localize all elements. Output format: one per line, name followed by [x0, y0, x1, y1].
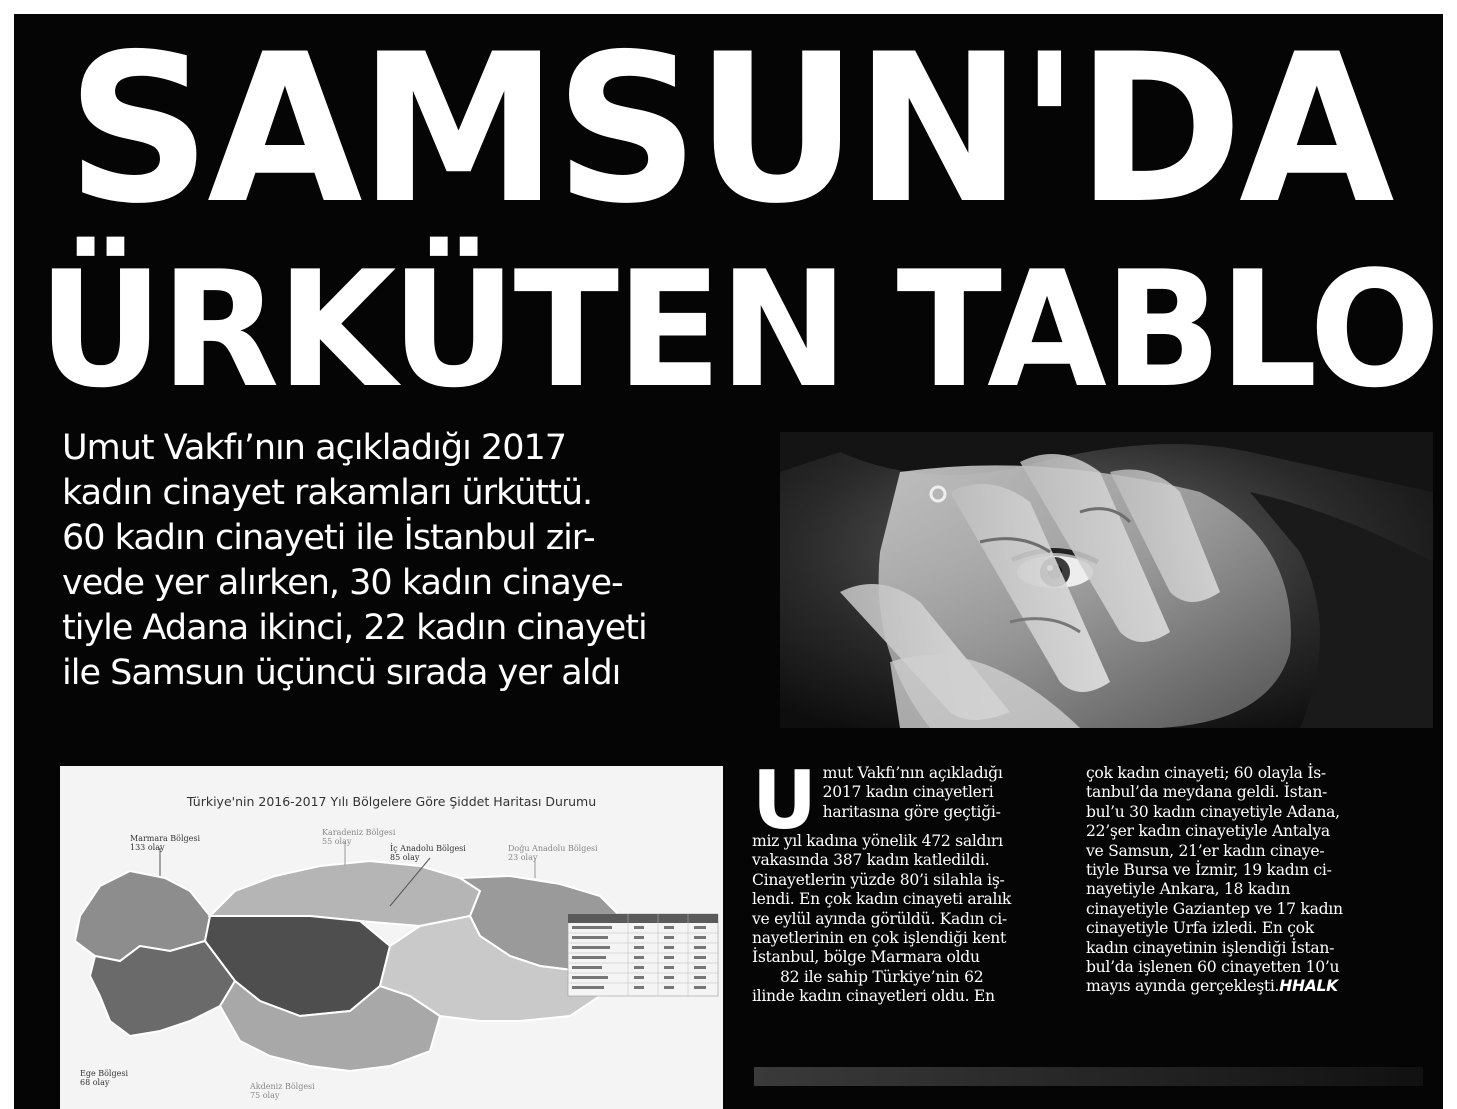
subtitle-line: 60 kadın cinayeti ile İstanbul zir-: [62, 518, 595, 558]
newspaper-page: [14, 14, 1443, 1109]
article-line: mut Vakfı’nın açıkladığı: [822, 764, 1003, 782]
region-label-dogu-anadolu: Doğu Anadolu Bölgesi 23 olay: [508, 844, 598, 862]
article-line: bul’u 30 kadın cinayetiyle Adana,: [1086, 802, 1340, 821]
article-line: ve Samsun, 21’er kadın cinaye-: [1086, 841, 1325, 860]
turkey-map-graphic: [60, 766, 723, 1109]
article-line: 22’şer kadın cinayetiyle Antalya: [1086, 822, 1330, 841]
article-line: 82 ile sahip Türkiye’nin 62: [780, 967, 984, 986]
drop-cap: U: [752, 754, 817, 847]
article-line: nayetiyle Ankara, 18 kadın: [1086, 880, 1291, 899]
headline-line-2: ÜRKÜTEN TABLO: [37, 236, 1438, 423]
article-line: kadın cinayetinin işlendiği İstan-: [1086, 938, 1335, 957]
region-label-ic-anadolu: İç Anadolu Bölgesi 85 olay: [390, 844, 466, 862]
article-line: ve eylül ayında görüldü. Kadın ci-: [752, 909, 1007, 928]
region-label-marmara: Marmara Bölgesi 133 olay: [130, 834, 201, 852]
region-label-ege: Ege Bölgesi 68 olay: [80, 1069, 129, 1087]
region-label-akdeniz: Akdeniz Bölgesi 75 olay: [250, 1082, 315, 1100]
subtitle-line: ile Samsun üçüncü sırada yer aldı: [62, 653, 621, 693]
article-line: miz yıl kadına yönelik 472 saldırı: [752, 832, 1003, 850]
subtitle-line: kadın cinayet rakamları ürküttü.: [62, 473, 593, 513]
article-line: lendi. En çok kadın cinayeti aralık: [752, 890, 1012, 909]
map-title: Türkiye'nin 2016-2017 Yılı Bölgelere Göre Şiddet Haritası Durumu: [186, 794, 597, 809]
face-hand-photo: [780, 432, 1433, 728]
article-line: tiyle Bursa ve İzmir, 19 kadın ci-: [1086, 861, 1332, 880]
subtitle-line: tiyle Adana ikinci, 22 kadın cinayeti: [62, 608, 647, 648]
bottom-rule-bar: [754, 1067, 1423, 1086]
article-line: çok kadın cinayeti; 60 olayla İs-: [1086, 764, 1326, 782]
subtitle-line: Umut Vakfı’nın açıkladığı 2017: [62, 428, 567, 468]
article-last-line: mayıs ayında gerçekleşti.: [1086, 977, 1280, 996]
article-line: İstanbul, bölge Marmara oldu: [752, 948, 980, 967]
subtitle: [62, 426, 782, 696]
article-line: [1086, 977, 1404, 996]
news-photo: [780, 432, 1433, 728]
article-column-1: [752, 754, 1072, 1007]
article-line: haritasına göre geçtiği-: [822, 802, 1001, 821]
source-signature: HHALK: [1279, 977, 1338, 996]
article-line: cinayetiyle Urfa izledi. En çok: [1086, 919, 1314, 938]
article-line: 2017 kadın cinayetleri: [822, 783, 994, 802]
article-line: tanbul’da meydana geldi. İstan-: [1086, 783, 1328, 802]
turkey-violence-map: [60, 766, 723, 1109]
article-line: ilinde kadın cinayetleri oldu. En: [752, 987, 995, 1006]
article-line: Cinayetlerin yüzde 80’i silahla iş-: [752, 870, 1005, 889]
article-line: nayetlerinin en çok işlendiği kent: [752, 929, 1007, 948]
headline-line-1: SAMSUN'DA: [66, 14, 1391, 249]
article-line: vakasında 387 kadın katledildi.: [752, 851, 990, 870]
region-label-karadeniz: Karadeniz Bölgesi 55 olay: [322, 828, 396, 846]
subtitle-line: vede yer alırken, 30 kadın cinaye-: [62, 563, 623, 603]
article-column-2: [1086, 764, 1404, 997]
article-line: bul’da işlenen 60 cinayetten 10’u: [1086, 958, 1340, 977]
article-line: cinayetiyle Gaziantep ve 17 kadın: [1086, 899, 1343, 918]
